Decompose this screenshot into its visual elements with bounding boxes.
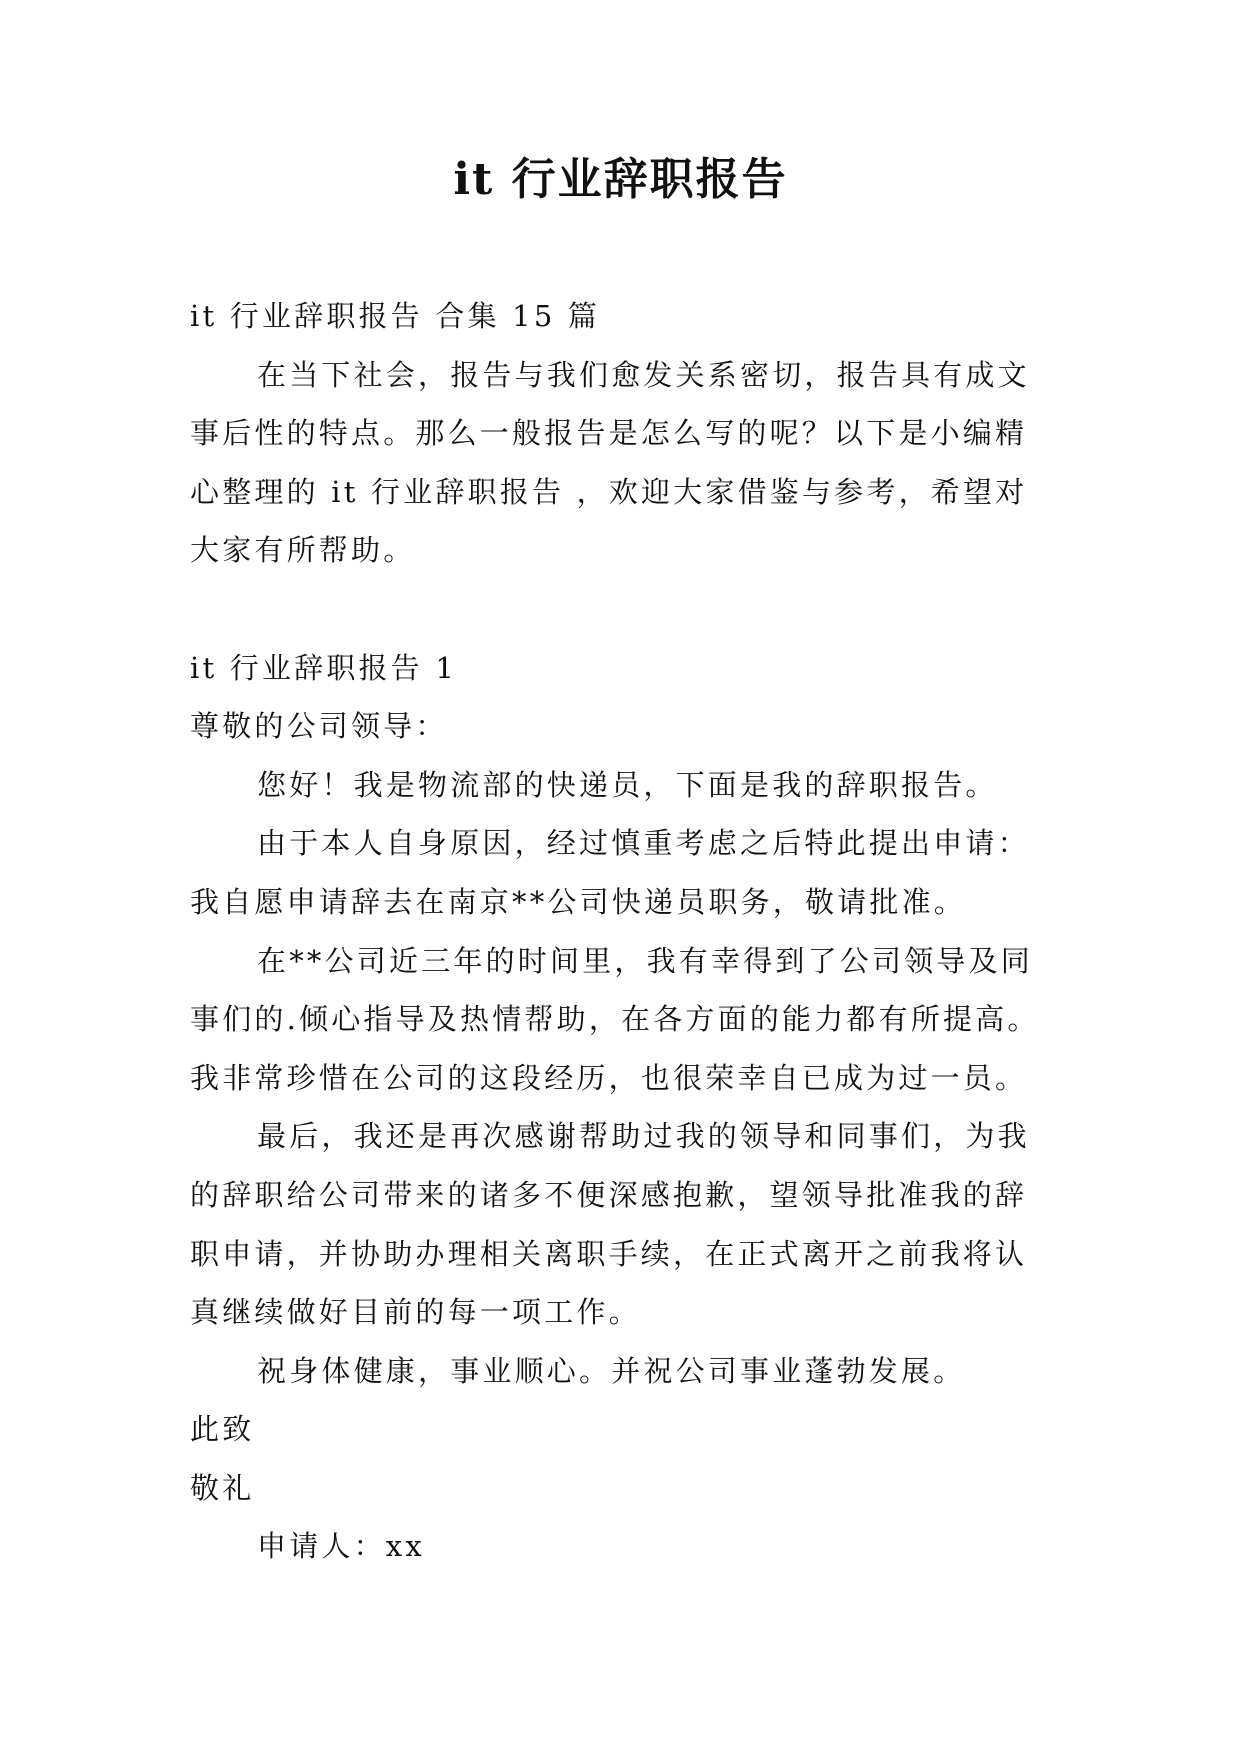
- letter-paragraph-2: [190, 814, 1070, 931]
- intro-line: 在当下社会，报告与我们愈发关系密切，报告具有成文: [257, 357, 1030, 392]
- intro-line: 大家有所帮助。: [190, 533, 416, 568]
- paragraph-line: 真继续做好目前的每一项工作。: [190, 1295, 641, 1330]
- intro-line: 心整理的 it 行业辞职报告 ，欢迎大家借鉴与参考，希望对: [190, 474, 1028, 509]
- letter-salutation: 尊敬的公司领导：: [190, 709, 448, 744]
- letter-paragraph-5: [190, 1342, 1070, 1401]
- document-body: [190, 287, 1070, 1576]
- paragraph-line: 在**公司近三年的时间里，我有幸得到了公司领导及同: [257, 943, 1034, 978]
- letter-closing-salute: 敬礼: [190, 1470, 255, 1505]
- paragraph-line: 的辞职给公司带来的诸多不便深感抱歉，望领导批准我的辞: [190, 1177, 1028, 1212]
- section-heading: it 行业辞职报告 1: [190, 650, 458, 685]
- paragraph-line: 我非常珍惜在公司的这段经历，也很荣幸自已成为过一员。: [190, 1060, 1028, 1095]
- paragraph-line: 我自愿申请辞去在南京**公司快递员职务，敬请批准。: [190, 884, 967, 919]
- letter-paragraph-4: [190, 1107, 1070, 1341]
- document-title: it 行业辞职报告: [453, 154, 788, 205]
- paragraph-line: 职申请，并协助办理相关离职手续，在正式离开之前我将认: [190, 1236, 1028, 1271]
- letter-paragraph-1: [190, 756, 1070, 815]
- paragraph-line: 最后，我还是再次感谢帮助过我的领导和同事们，为我: [257, 1119, 1030, 1154]
- letter-closing: 此致: [190, 1412, 255, 1447]
- paragraph-line: 由于本人自身原因，经过慎重考虑之后特此提出申请：: [257, 826, 1030, 861]
- section-spacer: [190, 580, 1070, 639]
- intro-paragraph: [190, 346, 1070, 580]
- paragraph-line: 事们的.倾心指导及热情帮助，在各方面的能力都有所提高。: [190, 1002, 1040, 1037]
- letter-paragraph-3: [190, 932, 1070, 1108]
- paragraph-line: 您好！我是物流部的快递员，下面是我的辞职报告。: [257, 767, 998, 802]
- letter-applicant: 申请人：xx: [257, 1529, 425, 1564]
- paragraph-line: 祝身体健康，事业顺心。并祝公司事业蓬勃发展。: [257, 1353, 966, 1388]
- intro-line: 事后性的特点。那么一般报告是怎么写的呢？以下是小编精: [190, 416, 1028, 451]
- collection-subtitle: it 行业辞职报告 合集 15 篇: [190, 299, 601, 333]
